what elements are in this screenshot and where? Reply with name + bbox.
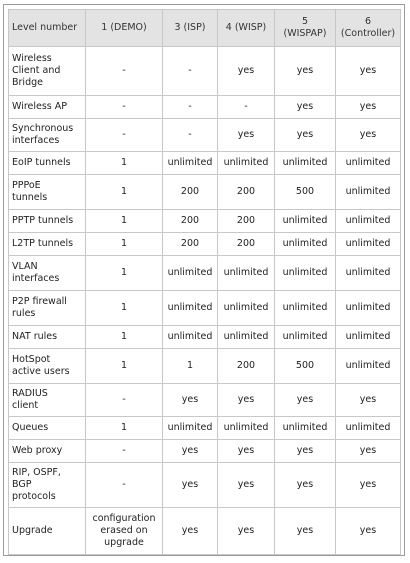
cell-value: yes [218, 440, 274, 462]
table-row [9, 384, 400, 416]
cell-value: unlimited [163, 417, 217, 439]
table-row [9, 417, 400, 439]
cell-value: unlimited [218, 256, 274, 290]
cell-value: 1 [86, 175, 162, 209]
cell-value: - [86, 384, 162, 416]
table-row [9, 463, 400, 507]
cell-value: unlimited [163, 326, 217, 348]
cell-value: unlimited [275, 417, 335, 439]
cell-value: 200 [218, 349, 274, 383]
cell-value: - [218, 96, 274, 118]
row-label: EoIP tunnels [9, 152, 85, 174]
row-label: RADIUS client [9, 384, 85, 416]
column-header: 3 (ISP) [163, 10, 217, 46]
row-label: HotSpot active users [9, 349, 85, 383]
cell-value: unlimited [275, 326, 335, 348]
table-row [9, 349, 400, 383]
cell-value: yes [336, 384, 400, 416]
table-row [9, 210, 400, 232]
cell-value: yes [275, 384, 335, 416]
cell-value: unlimited [218, 152, 274, 174]
license-levels-table [8, 9, 401, 555]
column-header: 1 (DEMO) [86, 10, 162, 46]
table-row [9, 256, 400, 290]
cell-value: yes [336, 47, 400, 95]
row-label: Web proxy [9, 440, 85, 462]
row-label: Synchronous interfaces [9, 119, 85, 151]
cell-value: - [86, 440, 162, 462]
cell-value: unlimited [336, 349, 400, 383]
cell-value: unlimited [163, 152, 217, 174]
row-label: PPPoE tunnels [9, 175, 85, 209]
table-body [9, 47, 400, 554]
cell-value: 1 [86, 152, 162, 174]
cell-value: unlimited [336, 326, 400, 348]
cell-value: 200 [218, 175, 274, 209]
cell-value: - [86, 47, 162, 95]
cell-value: unlimited [275, 233, 335, 255]
row-label: L2TP tunnels [9, 233, 85, 255]
cell-value: yes [163, 384, 217, 416]
cell-value: unlimited [218, 291, 274, 325]
cell-value: unlimited [218, 326, 274, 348]
table-row [9, 47, 400, 95]
cell-value: configuration erased on upgrade [86, 508, 162, 554]
cell-value: - [86, 96, 162, 118]
column-header: 5 (WISPAP) [275, 10, 335, 46]
cell-value: - [86, 463, 162, 507]
cell-value: 200 [163, 175, 217, 209]
document-frame [3, 4, 405, 556]
cell-value: 1 [86, 326, 162, 348]
table-row [9, 175, 400, 209]
row-label: Wireless AP [9, 96, 85, 118]
cell-value: 200 [218, 210, 274, 232]
cell-value: yes [275, 119, 335, 151]
cell-value: unlimited [218, 417, 274, 439]
table-row [9, 326, 400, 348]
table-row [9, 119, 400, 151]
cell-value: yes [336, 508, 400, 554]
cell-value: - [163, 96, 217, 118]
cell-value: yes [336, 119, 400, 151]
cell-value: 1 [86, 210, 162, 232]
cell-value: unlimited [336, 175, 400, 209]
row-label: Queues [9, 417, 85, 439]
cell-value: yes [218, 47, 274, 95]
cell-value: 1 [86, 349, 162, 383]
column-header: 4 (WISP) [218, 10, 274, 46]
column-header: Level number [9, 10, 85, 46]
cell-value: 1 [86, 291, 162, 325]
cell-value: - [86, 119, 162, 151]
cell-value: 500 [275, 349, 335, 383]
table-row [9, 152, 400, 174]
cell-value: yes [163, 440, 217, 462]
cell-value: yes [218, 384, 274, 416]
cell-value: unlimited [336, 417, 400, 439]
column-header: 6 (Controller) [336, 10, 400, 46]
cell-value: unlimited [336, 233, 400, 255]
table-row [9, 508, 400, 554]
cell-value: yes [336, 440, 400, 462]
row-label: PPTP tunnels [9, 210, 85, 232]
cell-value: yes [218, 463, 274, 507]
cell-value: 200 [163, 210, 217, 232]
cell-value: unlimited [275, 210, 335, 232]
cell-value: - [163, 47, 217, 95]
table-row [9, 96, 400, 118]
cell-value: 200 [163, 233, 217, 255]
cell-value: unlimited [163, 256, 217, 290]
cell-value: yes [336, 463, 400, 507]
cell-value: 500 [275, 175, 335, 209]
row-label: RIP, OSPF, BGP protocols [9, 463, 85, 507]
cell-value: yes [275, 463, 335, 507]
cell-value: yes [275, 47, 335, 95]
cell-value: yes [163, 463, 217, 507]
cell-value: unlimited [275, 152, 335, 174]
cell-value: 1 [86, 417, 162, 439]
header-row [9, 10, 400, 46]
row-label: Wireless Client and Bridge [9, 47, 85, 95]
row-label: NAT rules [9, 326, 85, 348]
cell-value: yes [275, 508, 335, 554]
cell-value: unlimited [336, 256, 400, 290]
cell-value: yes [336, 96, 400, 118]
cell-value: yes [218, 119, 274, 151]
row-label: VLAN interfaces [9, 256, 85, 290]
row-label: Upgrade [9, 508, 85, 554]
cell-value: 1 [163, 349, 217, 383]
table-row [9, 291, 400, 325]
cell-value: yes [218, 508, 274, 554]
cell-value: unlimited [163, 291, 217, 325]
cell-value: 1 [86, 256, 162, 290]
cell-value: unlimited [336, 291, 400, 325]
cell-value: yes [275, 440, 335, 462]
row-label: P2P firewall rules [9, 291, 85, 325]
cell-value: 200 [218, 233, 274, 255]
cell-value: unlimited [336, 210, 400, 232]
cell-value: unlimited [275, 291, 335, 325]
table-row [9, 440, 400, 462]
cell-value: yes [275, 96, 335, 118]
cell-value: yes [163, 508, 217, 554]
cell-value: - [163, 119, 217, 151]
cell-value: unlimited [275, 256, 335, 290]
table-row [9, 233, 400, 255]
cell-value: unlimited [336, 152, 400, 174]
cell-value: 1 [86, 233, 162, 255]
